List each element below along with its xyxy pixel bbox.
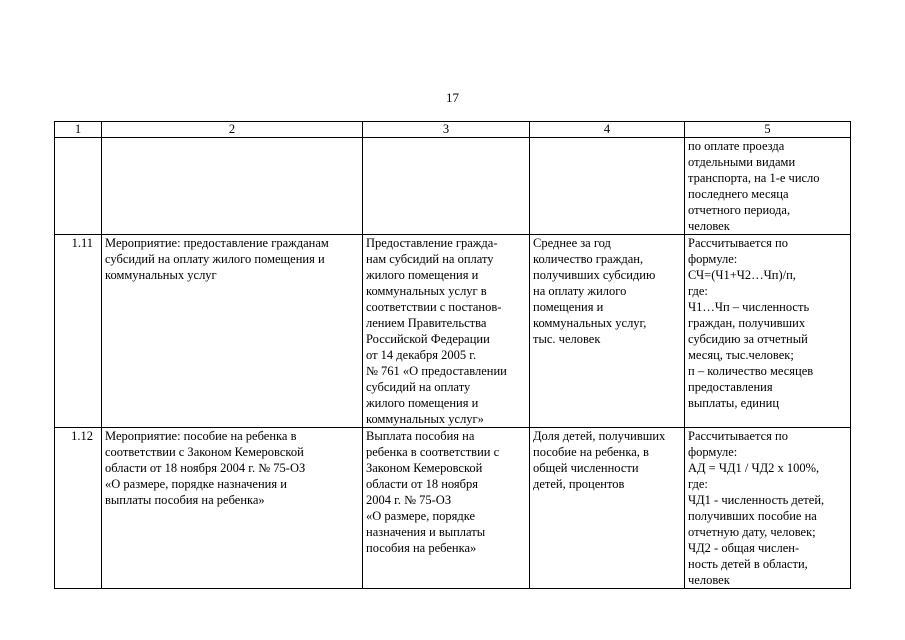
cell-text-line: получивших субсидию (533, 268, 656, 282)
cell-text-line: Рассчитывается по (688, 236, 788, 250)
cell-text-line: Доля детей, получивших (533, 429, 666, 443)
cell-text-line: формуле: (688, 445, 738, 459)
cell-text-line: АД = ЧД1 / ЧД2 х 100%, (688, 461, 820, 475)
cell-text-line: области от 18 ноября 2004 г. № 75-ОЗ (105, 461, 306, 475)
cell-text-line: Мероприятие: предоставление гражданам (105, 236, 329, 250)
formula-cell (685, 428, 851, 589)
cell-text-line: получивших пособие на (688, 509, 817, 523)
cell-text-line: области от 18 ноября (366, 477, 479, 491)
cell-text-line: ЧД2 - общая числен- (688, 541, 800, 555)
cell-text-line: отчетного периода, (688, 203, 791, 217)
cell-text-line: коммунальных услуг (105, 268, 217, 282)
cell-text-line: на оплату жилого (533, 284, 627, 298)
table-body (55, 138, 851, 589)
header-cell-5: 5 (685, 122, 851, 138)
cell-text-line: Ч1…Чп – численность (688, 300, 810, 314)
header-cell-2: 2 (102, 122, 363, 138)
cell-text-line: жилого помещения и (366, 268, 479, 282)
cell-text-line: Рассчитывается по (688, 429, 788, 443)
cell-text-line: предоставления (688, 380, 773, 394)
description-cell (102, 138, 363, 235)
cell-text-line: СЧ=(Ч1+Ч2…Чп)/п, (688, 268, 796, 282)
indicators-table (54, 121, 851, 589)
cell-text-line: «О размере, порядке (366, 509, 476, 523)
cell-text-line: лением Правительства (366, 316, 487, 330)
cell-text-line: коммунальных услуг в (366, 284, 487, 298)
cell-text-line: отдельными видами (688, 155, 796, 169)
cell-text-line: нам субсидий на оплату (366, 252, 494, 266)
legal-basis-cell (363, 235, 530, 428)
cell-text-line: последнего месяца (688, 187, 789, 201)
cell-text-line: человек (688, 219, 730, 233)
cell-text-line: количество граждан, (533, 252, 644, 266)
cell-text-line: общей численности (533, 461, 639, 475)
cell-text-line: выплаты, единиц (688, 396, 780, 410)
cell-text-line: месяц, тыс.человек; (688, 348, 794, 362)
cell-text-line: помещения и (533, 300, 604, 314)
cell-text-line: выплаты пособия на ребенка» (105, 493, 265, 507)
cell-text-line: граждан, получивших (688, 316, 806, 330)
cell-text-line: субсидий на оплату жилого помещения и (105, 252, 325, 266)
cell-text-line: субсидию за отчетный (688, 332, 808, 346)
cell-text-line: «О размере, порядке назначения и (105, 477, 287, 491)
cell-text-line: по оплате проезда (688, 139, 785, 153)
header-cell-4: 4 (530, 122, 685, 138)
cell-text-line: отчетную дату, человек; (688, 525, 816, 539)
cell-text-line: формуле: (688, 252, 738, 266)
formula-cell (685, 235, 851, 428)
indicator-cell (530, 428, 685, 589)
cell-text-line: назначения и выплаты (366, 525, 486, 539)
cell-text-line: соответствии с Законом Кемеровской (105, 445, 304, 459)
cell-text-line: Российской Федерации (366, 332, 490, 346)
cell-text-line: где: (688, 477, 708, 491)
cell-text-line: соответствии с постанов- (366, 300, 502, 314)
header-row (55, 122, 851, 138)
cell-text-line: ЧД1 - численность детей, (688, 493, 825, 507)
header-cell-1: 1 (55, 122, 102, 138)
cell-text-line: транспорта, на 1-е число (688, 171, 820, 185)
header-cell-3: 3 (363, 122, 530, 138)
indicator-cell (530, 138, 685, 235)
table-row (55, 428, 851, 589)
table-row (55, 235, 851, 428)
row-number-cell: 1.11 (55, 235, 102, 428)
legal-basis-cell (363, 138, 530, 235)
cell-text-line: № 761 «О предоставлении (366, 364, 507, 378)
cell-text-line: ребенка в соответствии с (366, 445, 500, 459)
cell-text-line: п – количество месяцев (688, 364, 814, 378)
cell-text-line: Предоставление гражда- (366, 236, 498, 250)
cell-text-line: коммунальных услуг, (533, 316, 647, 330)
cell-text-line: тыс. человек (533, 332, 601, 346)
table-row (55, 138, 851, 235)
cell-text-line: пособия на ребенка» (366, 541, 477, 555)
cell-text-line: где: (688, 284, 708, 298)
page-number: 17 (446, 90, 459, 105)
cell-text-line: ность детей в области, (688, 557, 808, 571)
cell-text-line: 2004 г. № 75-ОЗ (366, 493, 452, 507)
row-number-cell (55, 138, 102, 235)
cell-text-line: от 14 декабря 2005 г. (366, 348, 477, 362)
formula-cell (685, 138, 851, 235)
cell-text-line: детей, процентов (533, 477, 625, 491)
cell-text-line: человек (688, 573, 730, 587)
cell-text-line: Среднее за год (533, 236, 611, 250)
description-cell (102, 428, 363, 589)
legal-basis-cell (363, 428, 530, 589)
indicator-cell (530, 235, 685, 428)
cell-text-line: Законом Кемеровской (366, 461, 483, 475)
cell-text-line: пособие на ребенка, в (533, 445, 649, 459)
cell-text-line: Выплата пособия на (366, 429, 475, 443)
cell-text-line: коммунальных услуг» (366, 412, 484, 426)
row-number-cell: 1.12 (55, 428, 102, 589)
cell-text-line: Мероприятие: пособие на ребенка в (105, 429, 297, 443)
cell-text-line: субсидий на оплату (366, 380, 471, 394)
cell-text-line: жилого помещения и (366, 396, 479, 410)
description-cell (102, 235, 363, 428)
